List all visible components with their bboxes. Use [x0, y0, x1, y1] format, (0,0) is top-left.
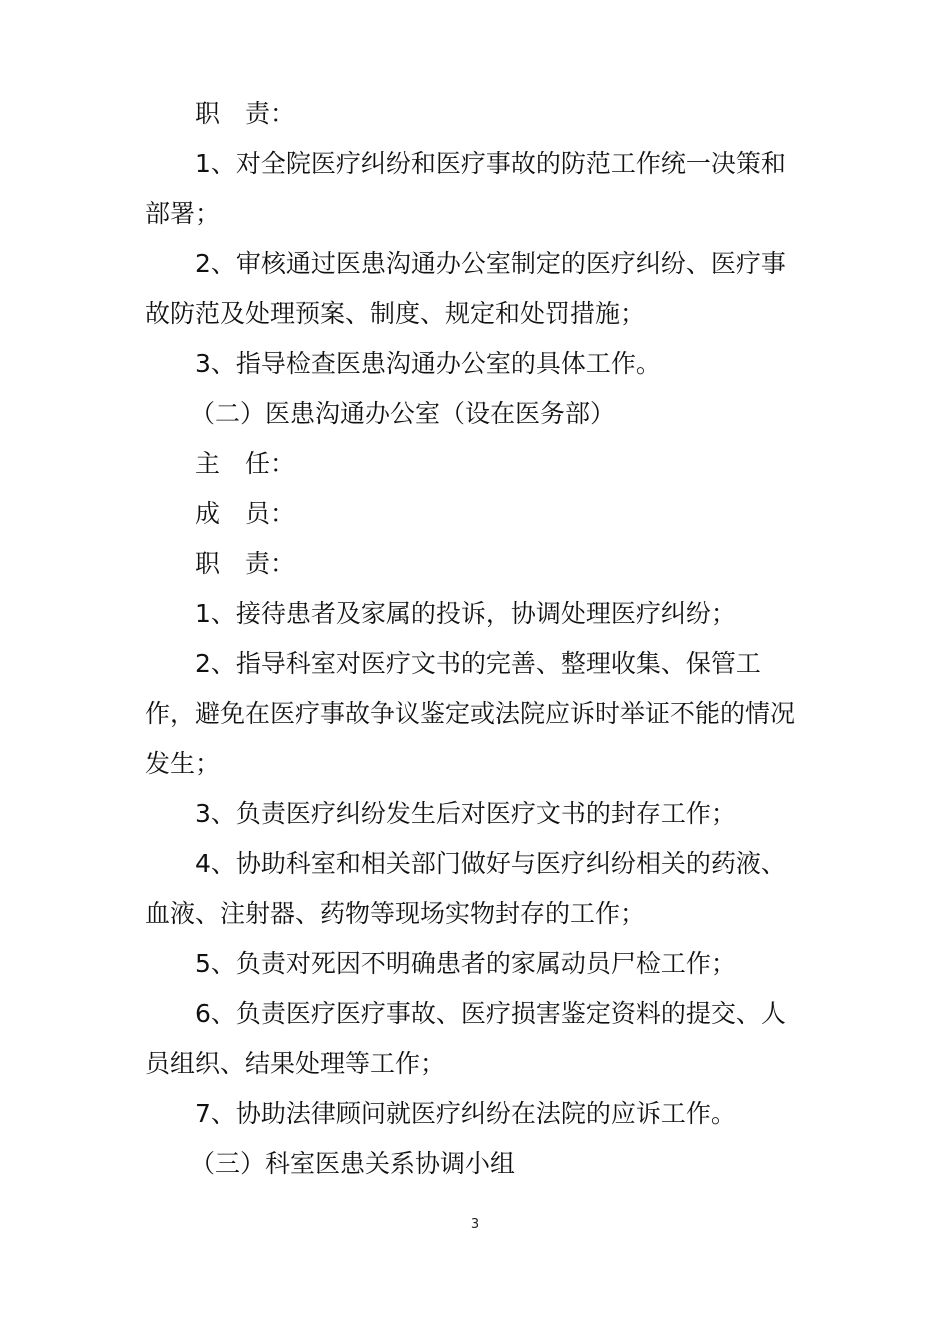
office-duty-item-7: 7、协助法律顾问就医疗纠纷在法院的应诉工作。: [195, 1099, 736, 1128]
field-label-char: 员：: [245, 499, 296, 528]
section-heading-2: （二）医患沟通办公室（设在医务部）: [190, 399, 616, 428]
duties-label-2: [145, 539, 805, 589]
office-duty-item-3: 3、负责医疗纠纷发生后对医疗文书的封存工作；: [195, 799, 736, 828]
page-number: 3: [470, 1217, 480, 1232]
document-body: [145, 89, 805, 1189]
duty-item-1: 1、对全院医疗纠纷和医疗事故的防范工作统一决策和部署；: [145, 149, 786, 228]
field-label-char: 主: [195, 449, 221, 478]
duty-item-2: 2、审核通过医患沟通办公室制定的医疗纠纷、医疗事故防范及处理预案、制度、规定和处罚措施；: [145, 249, 786, 328]
field-label-char: 责：: [245, 99, 296, 128]
office-duty-item-2: 2、指导科室对医疗文书的完善、整理收集、保管工作，避免在医疗事故争议鉴定或法院应诉时举证不能的情况发生；: [145, 649, 796, 778]
field-label-char: 成: [195, 499, 221, 528]
field-label-char: 任：: [245, 449, 296, 478]
director-label: [145, 439, 805, 489]
office-duty-item-5: 5、负责对死因不明确患者的家属动员尸检工作；: [195, 949, 736, 978]
field-label-char: 责：: [245, 549, 296, 578]
field-label-char: 职: [195, 549, 221, 578]
duty-item-3: 3、指导检查医患沟通办公室的具体工作。: [195, 349, 661, 378]
members-label: [145, 489, 805, 539]
office-duty-item-4: 4、协助科室和相关部门做好与医疗纠纷相关的药液、血液、注射器、药物等现场实物封存的工作；: [145, 849, 786, 928]
section-heading-3: （三）科室医患关系协调小组: [190, 1149, 516, 1178]
duties-label-1: [145, 89, 805, 139]
field-label-char: 职: [195, 99, 221, 128]
office-duty-item-1: 1、接待患者及家属的投诉，协调处理医疗纠纷；: [195, 599, 736, 628]
office-duty-item-6: 6、负责医疗医疗事故、医疗损害鉴定资料的提交、人员组织、结果处理等工作；: [145, 999, 786, 1078]
